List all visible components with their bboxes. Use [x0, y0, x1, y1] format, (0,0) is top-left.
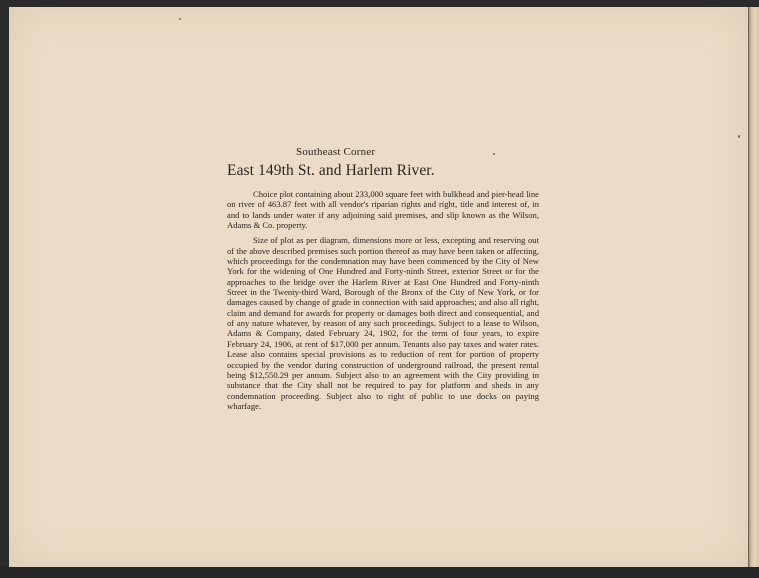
scan-bottom-border [0, 567, 759, 578]
paper-speck [738, 135, 740, 138]
document-body [227, 145, 539, 411]
paper-speck [179, 18, 181, 20]
paragraph-plot-description: Choice plot containing about 233,000 square feet with bulkhead and pier-head line on river of 463.87 feet with all vendor's riparian rights and right, title and interest of, in and to lands under water if any adjoining said premises, and slip known as the Wilson, Adams & Co. property. [227, 189, 539, 231]
book-spine [748, 7, 749, 567]
paper-page [9, 7, 748, 567]
document-subtitle: Southeast Corner [296, 146, 376, 158]
next-page-edge [748, 7, 759, 567]
paragraph-plot-conditions: Size of plot as per diagram, dimensions more or less, excepting and reserving out of the above described premises such portion thereof as may have been taken or affecting, which proceedings for the condemnation may have been commenced by the City of New York for the widening of One Hundred and Forty-ninth Street, exterior Street or for the approaches to the bridge over the Harlem River at East One Hundred and Forty-ninth Street in the Twenty-third Ward, Borough of the Bronx of the City of New York, or for damages caused by change of grade in connection with said approaches; and also all right, claim and demand for awards for property or damages both direct and consequential, and of any nature whatever, by reason of any such proceedings. Subject to a lease to Wilson, Adams & Company, dated February 24, 1902, for the term of four years, to expire February 24, 1906, at rent of $17,000 per annum. Tenants also pay taxes and water rates. Lease also contains special provisions as to reduction of rent for portion of property occupied by the vendor during construction of underground railroad, the present rental being $12,550.29 per annum. Subject also to an agreement with the City providing in substance that the City shall not be required to pay for platform and sheds in any condemnation proceeding. Subject also to right of public to use docks on paying wharfage. [227, 235, 539, 411]
document-title: East 149th St. and Harlem River. [227, 162, 435, 179]
